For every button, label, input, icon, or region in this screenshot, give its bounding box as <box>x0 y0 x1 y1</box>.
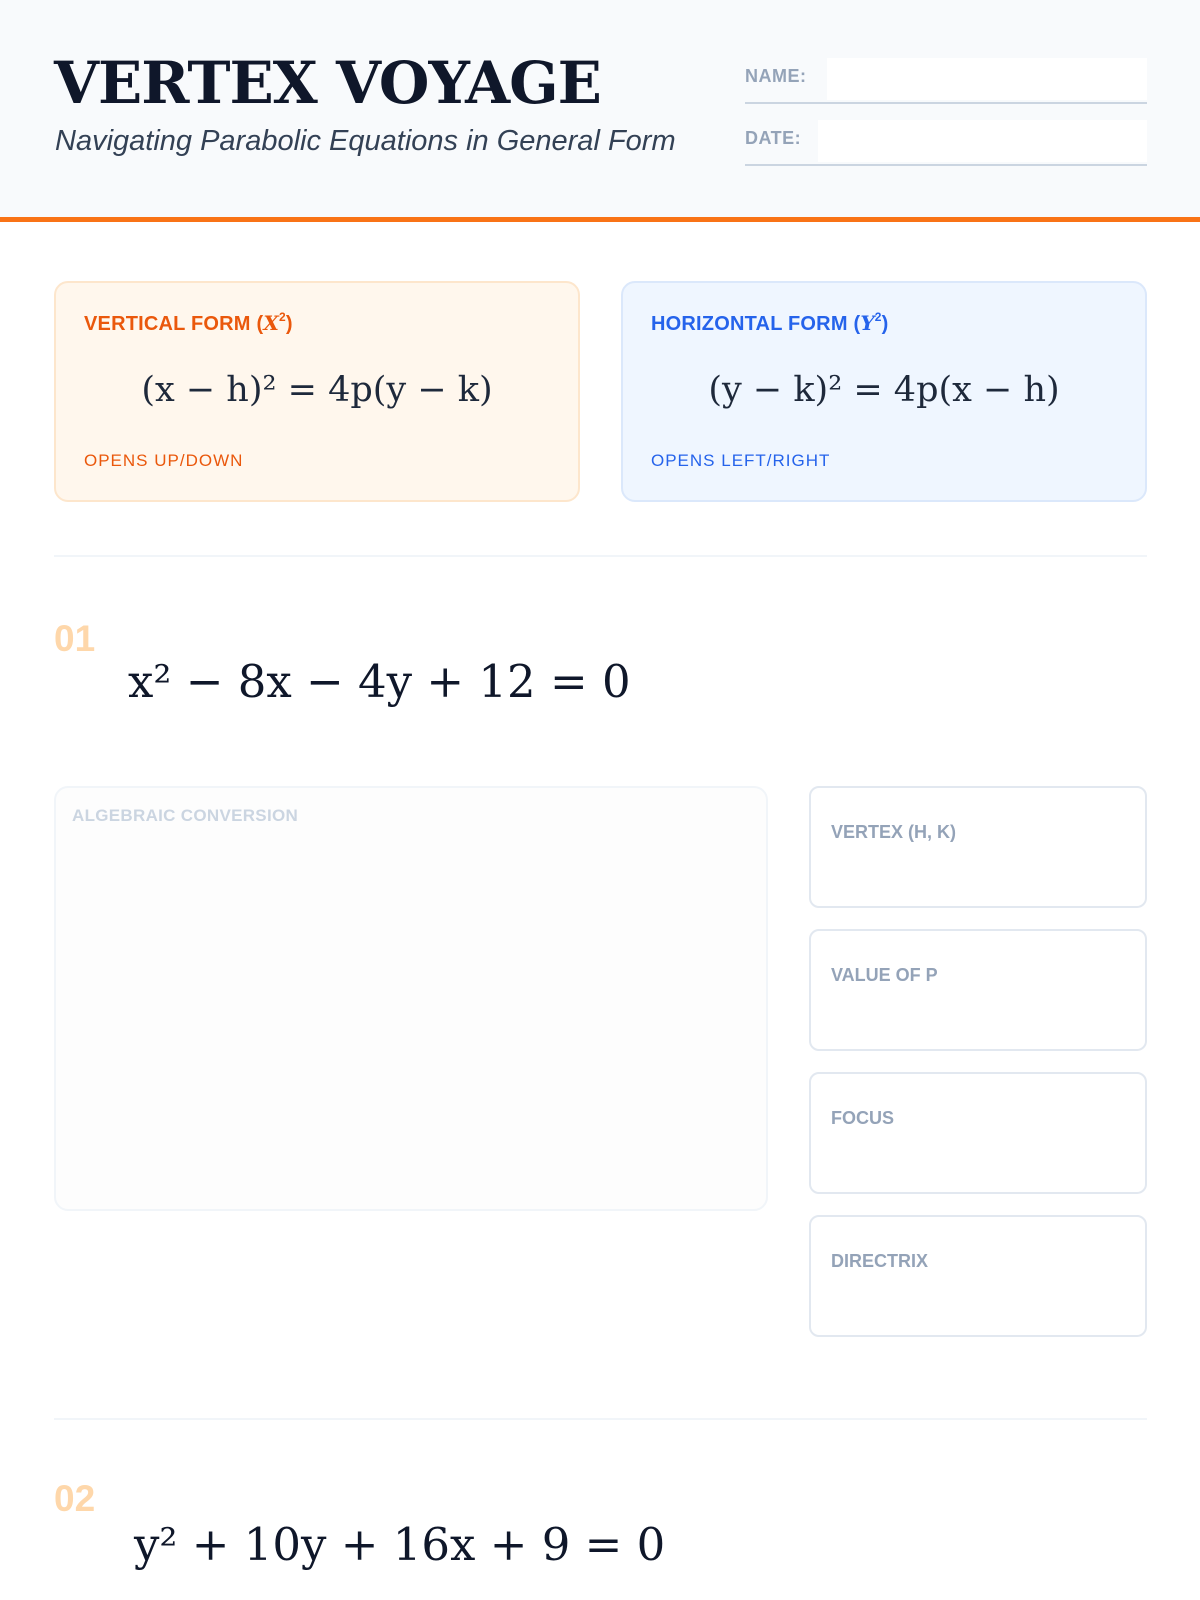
vertical-form-title: VERTICAL FORM $(X^2)$ <box>84 310 293 335</box>
name-label: NAME: <box>745 66 807 86</box>
vertical-form-card <box>54 281 580 502</box>
worksheet-title: VERTEX VOYAGE <box>54 49 601 117</box>
vertical-form-note: OPENS UP/DOWN <box>84 451 244 470</box>
name-field <box>745 56 1147 104</box>
name-input[interactable] <box>827 58 1147 100</box>
algebraic-conversion-label: ALGEBRAIC CONVERSION <box>72 806 299 825</box>
directrix-answer-box[interactable] <box>809 1215 1147 1337</box>
directrix-label: DIRECTRIX <box>831 1251 929 1271</box>
problem-2-equation: y² + 10y + 16x + 9 = 0 <box>134 1518 666 1571</box>
vertical-form-formula: (x − h)² = 4p(y − k) <box>141 370 493 410</box>
problem-2-number: 02 <box>54 1478 96 1519</box>
horizontal-form-note: OPENS LEFT/RIGHT <box>651 451 831 470</box>
p-value-label: VALUE OF P <box>831 965 938 985</box>
date-label: DATE: <box>745 128 802 148</box>
focus-label: FOCUS <box>831 1108 894 1128</box>
date-input[interactable] <box>818 120 1147 162</box>
horizontal-form-formula: (y − k)² = 4p(x − h) <box>708 370 1060 410</box>
worksheet-header <box>0 0 1200 222</box>
algebraic-conversion-area[interactable] <box>54 786 768 1211</box>
worksheet-subtitle: Navigating Parabolic Equations in General Form <box>55 125 676 157</box>
p-value-answer-box[interactable] <box>809 929 1147 1051</box>
horizontal-form-card <box>621 281 1147 502</box>
horizontal-form-title: HORIZONTAL FORM $(Y^2)$ <box>651 310 889 335</box>
problem-1-equation: x² − 8x − 4y + 12 = 0 <box>128 655 631 708</box>
date-field <box>745 118 1147 166</box>
vertex-label: VERTEX (H, K) <box>831 822 957 842</box>
section-divider <box>54 555 1147 557</box>
focus-answer-box[interactable] <box>809 1072 1147 1194</box>
problem-1-number: 01 <box>54 618 96 659</box>
vertex-answer-box[interactable] <box>809 786 1147 908</box>
section-divider <box>54 1418 1147 1420</box>
